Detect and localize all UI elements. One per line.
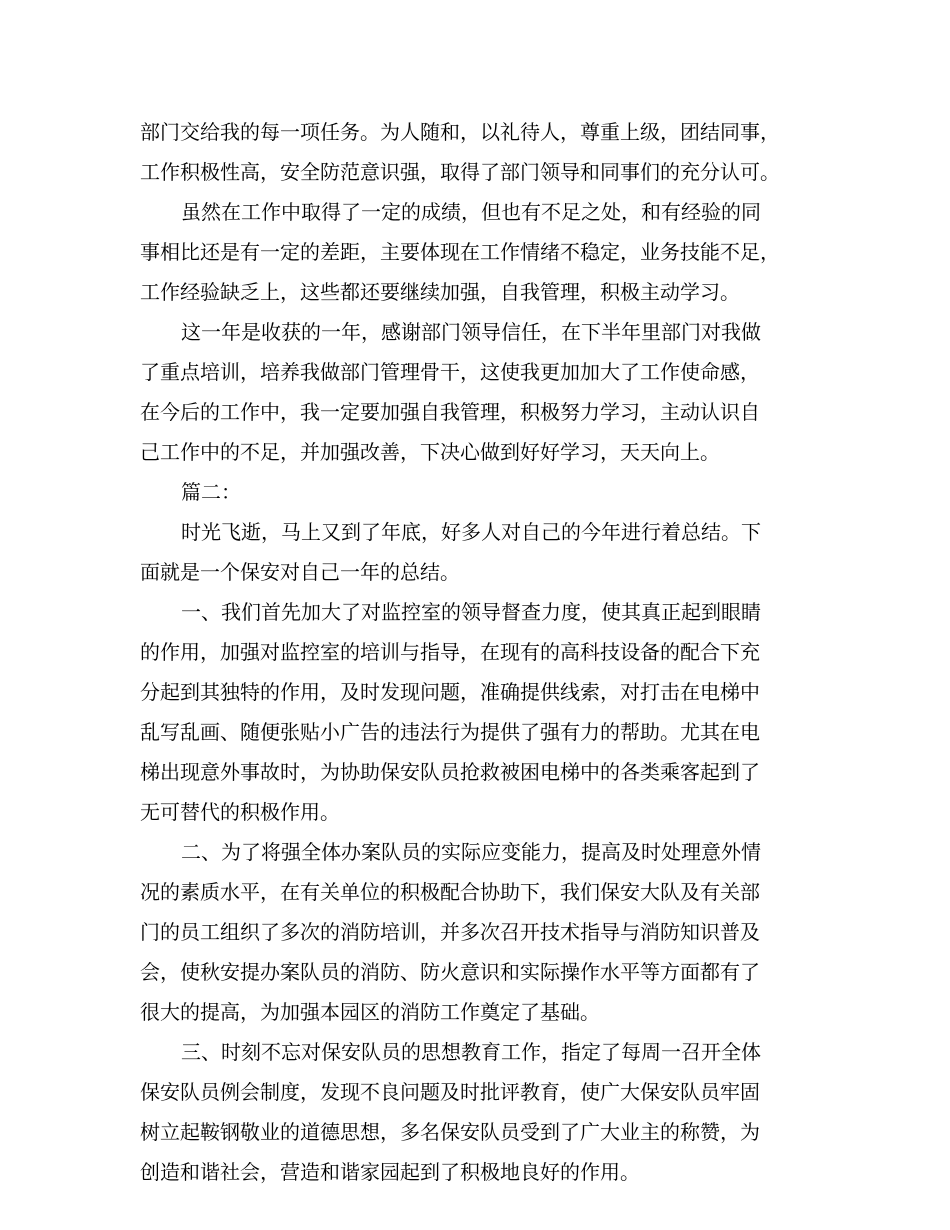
text-line: 己工作中的不足，并加强改善，下决心做到好好学习，天天向上。: [140, 440, 720, 464]
text-line: 了重点培训，培养我做部门管理骨干，这使我更加加大了工作使命感，: [140, 360, 760, 384]
text-line: 况的素质水平，在有关单位的积极配合协助下，我们保安大队及有关部: [140, 880, 760, 904]
paragraph-start: 虽然在工作中取得了一定的成绩，但也有不足之处，和有经验的同: [181, 200, 761, 224]
paragraph-start: 二、为了将强全体办案队员的实际应变能力，提高及时处理意外情: [181, 840, 761, 864]
text-line: 创造和谐社会，营造和谐家园起到了积极地良好的作用。: [140, 1160, 640, 1184]
text-line: 的作用，加强对监控室的培训与指导，在现有的高科技设备的配合下充: [140, 640, 760, 664]
text-line: 工作积极性高，安全防范意识强，取得了部门领导和同事们的充分认可。: [140, 160, 780, 184]
text-line: 门的员工组织了多次的消防培训，并多次召开技术指导与消防知识普及: [140, 920, 760, 944]
paragraph-start: 一、我们首先加大了对监控室的领导督查力度，使其真正起到眼睛: [181, 600, 761, 624]
text-line: 无可替代的积极作用。: [140, 800, 340, 824]
document-body: [140, 112, 820, 1192]
text-line: 乱写乱画、随便张贴小广告的违法行为提供了强有力的帮助。尤其在电: [140, 720, 760, 744]
paragraph-start: 这一年是收获的一年，感谢部门领导信任，在下半年里部门对我做: [181, 320, 761, 344]
text-line: 工作经验缺乏上，这些都还要继续加强，自我管理，积极主动学习。: [140, 280, 740, 304]
text-line: 保安队员例会制度，发现不良问题及时批评教育，使广大保安队员牢固: [140, 1080, 760, 1104]
text-line: 分起到其独特的作用，及时发现问题，准确提供线索，对打击在电梯中: [140, 680, 760, 704]
text-line: 很大的提高，为加强本园区的消防工作奠定了基础。: [140, 1000, 600, 1024]
text-line: 事相比还是有一定的差距，主要体现在工作情绪不稳定，业务技能不足，: [140, 240, 780, 264]
text-line: 梯出现意外事故时，为协助保安队员抢救被困电梯中的各类乘客起到了: [140, 760, 760, 784]
text-line: 部门交给我的每一项任务。为人随和，以礼待人，尊重上级，团结同事，: [140, 120, 780, 144]
paragraph-start: 三、时刻不忘对保安队员的思想教育工作，指定了每周一召开全体: [181, 1040, 761, 1064]
text-line: 面就是一个保安对自己一年的总结。: [140, 560, 460, 584]
paragraph-start: 时光飞逝，马上又到了年底，好多人对自己的今年进行着总结。下: [181, 520, 761, 544]
text-line: 在今后的工作中，我一定要加强自我管理，积极努力学习，主动认识自: [140, 400, 760, 424]
text-line: 会，使秋安提办案队员的消防、防火意识和实际操作水平等方面都有了: [140, 960, 760, 984]
section-heading: 篇二：: [181, 480, 241, 504]
text-line: 树立起鞍钢敬业的道德思想，多名保安队员受到了广大业主的称赞，为: [140, 1120, 760, 1144]
